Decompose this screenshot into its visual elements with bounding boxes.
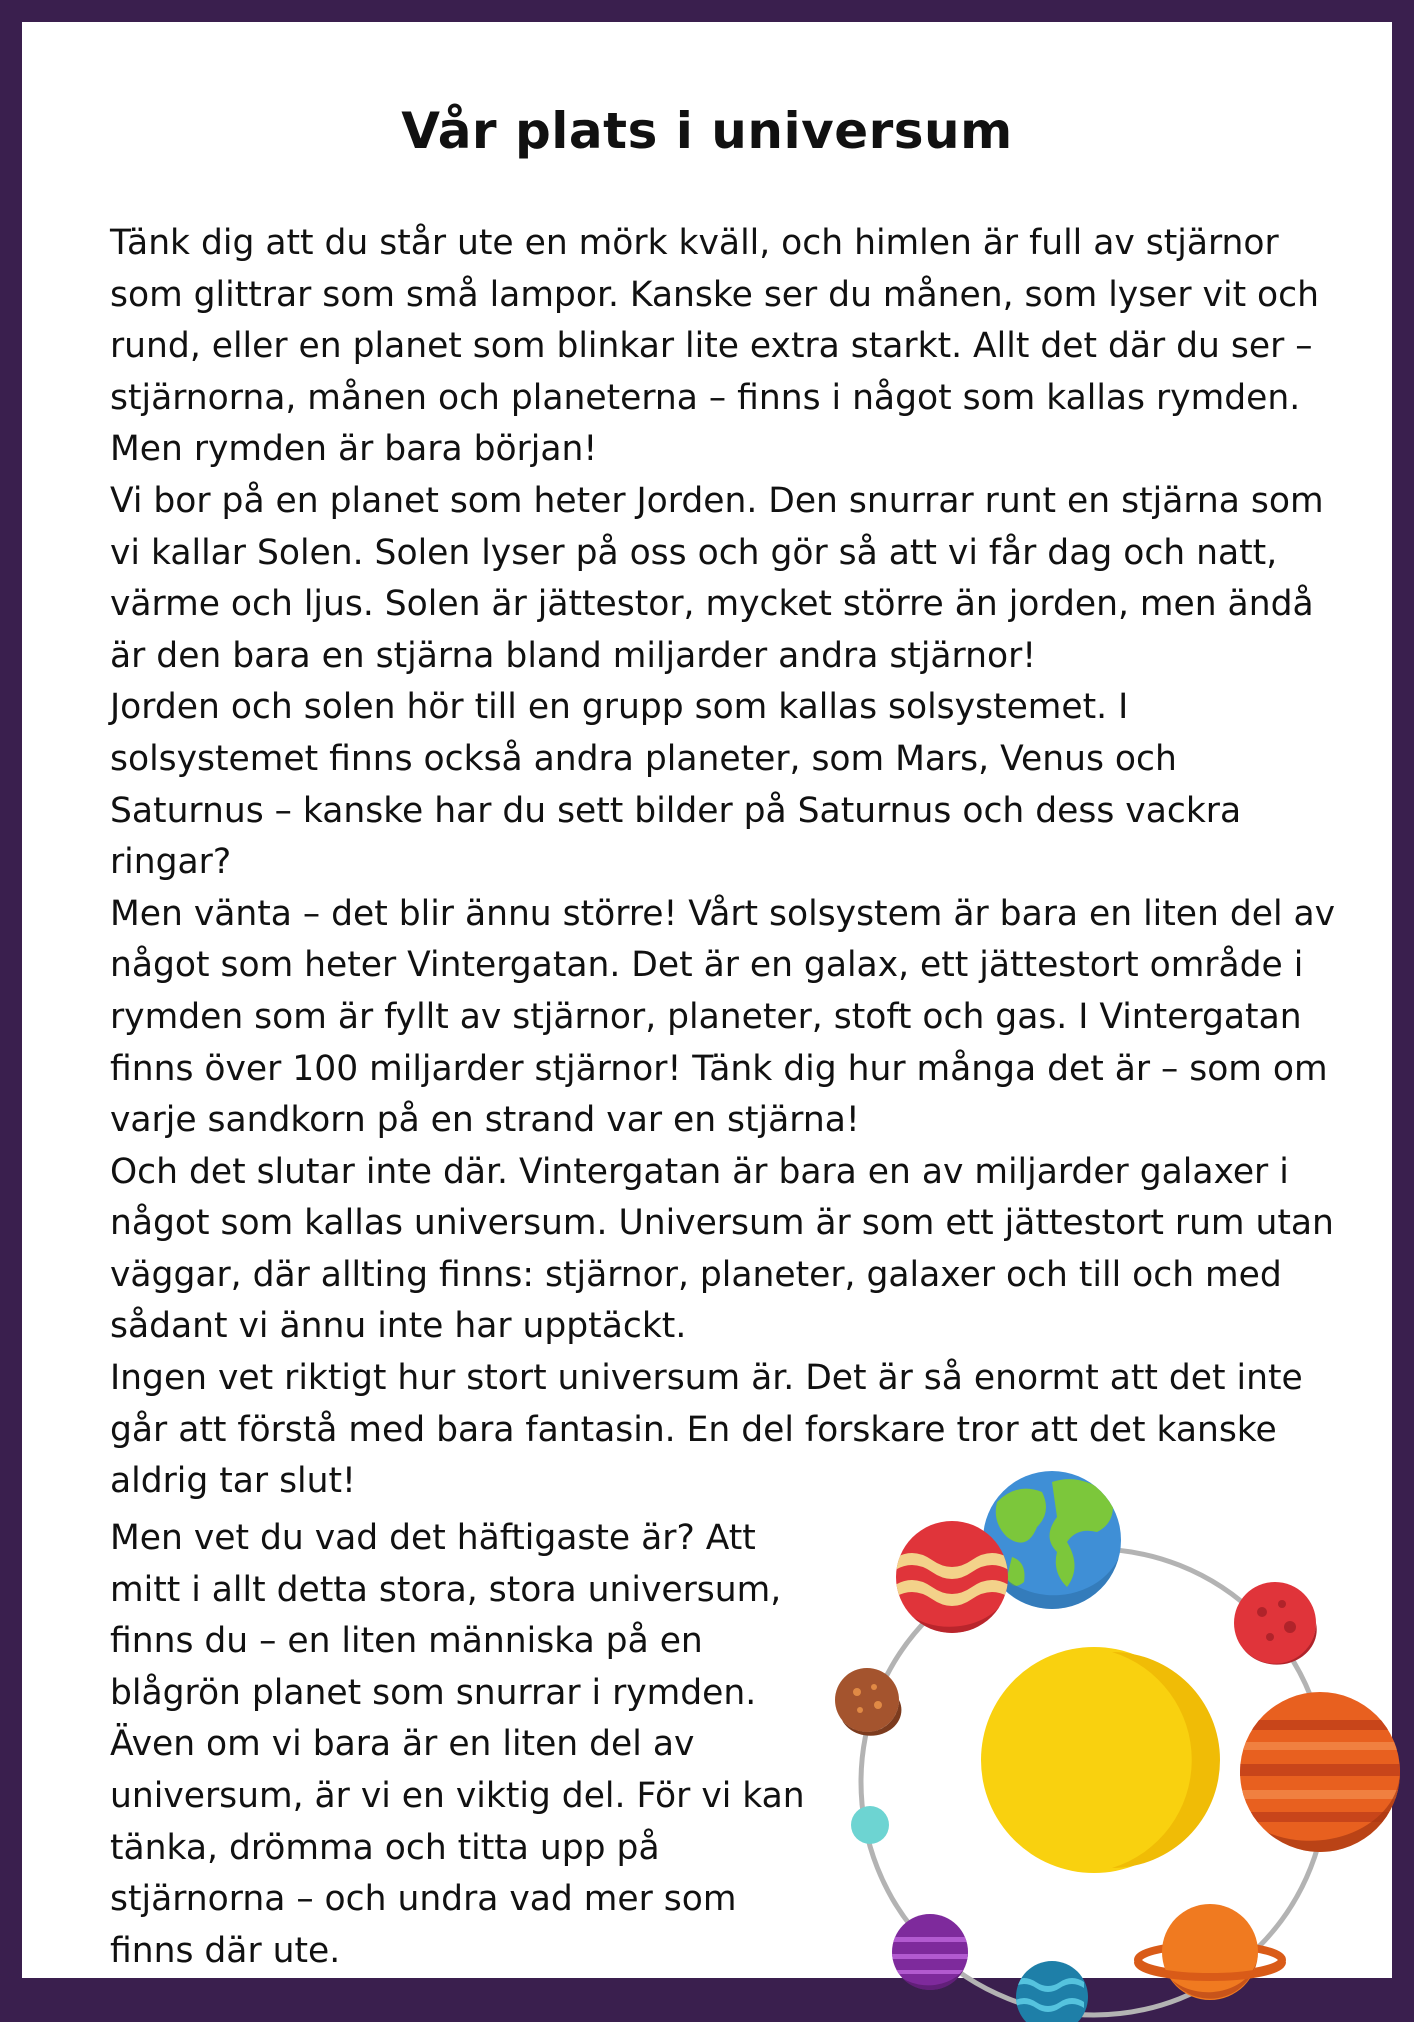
paragraph: Tänk dig att du står ute en mörk kväll, och himlen är full av stjärnor som glittrar som små lampor. Kanske ser du månen, som lyser vit och rund, eller en planet som blinkar lite extra starkt. Allt det där du ser – stjärnorna, månen och planeterna – finns i något som kallas rymden. Men rymden är bara början! — [110, 223, 1319, 470]
page-title: Vår plats i universum — [401, 102, 1013, 160]
closing-paragraph-block — [110, 1513, 830, 1977]
sun-icon — [981, 1647, 1220, 1873]
paragraph: Men vet du vad det häftigaste är? Att mitt i allt detta stora, stora universum, finns du – en liten människa på en blågrön planet som snurrar i rymden. Även om vi bara är en liten del av universum, är vi en viktig del. För vi kan tänka, drömma och titta upp på stjärnorna – och undra vad mer som finns där ute. — [110, 1518, 805, 1971]
paragraph: Vi bor på en planet som heter Jorden. Den snurrar runt en stjärna som vi kallar Solen. Solen lyser på oss och gör så att vi får dag och natt, värme och ljus. Solen är jättestor, mycket större än jorden, men ändå är den bara en stjärna bland miljarder andra stjärnor! — [110, 480, 1324, 676]
brown-planet-icon — [835, 1668, 901, 1736]
small-teal-planet-icon — [851, 1806, 889, 1844]
ringed-planet-icon — [1138, 1904, 1282, 2000]
orange-striped-planet-icon — [1232, 1692, 1412, 1855]
small-red-planet-icon — [1234, 1582, 1317, 1665]
blue-wavy-planet-icon — [1012, 1961, 1088, 2022]
document-page — [22, 22, 1392, 1978]
paragraph: Men vänta – det blir ännu större! Vårt solsystem är bara en liten del av något som heter Vintergatan. Det är en galax, ett jättestort område i rymden som är fyllt av stjärnor, planeter, stoft och gas. I Vintergatan finns över 100 miljarder stjärnor! Tänk dig hur många det är – som om varje sandkorn på en strand var en stjärna! — [110, 893, 1336, 1141]
solar-system-illustration — [812, 1442, 1412, 2022]
paragraph: Jorden och solen hör till en grupp som kallas solsystemet. I solsystemet finns också andra planeter, som Mars, Venus och Saturnus – kanske har du sett bilder på Saturnus och dess vackra ringar? — [110, 687, 1242, 883]
paragraph: Och det slutar inte där. Vintergatan är bara en av miljarder galaxer i något som kallas universum. Universum är som ett jättestort rum utan väggar, där allting finns: stjärnor, planeter, galaxer och till och med sådant vi ännu inte har upptäckt. — [110, 1151, 1334, 1347]
paragraph: Ingen vet riktigt hur stort universum är. Det är så enormt att det inte går att förstå med bara fantasin. En del forskare tror att det kanske aldrig tar slut! — [110, 1358, 1303, 1502]
red-striped-planet-icon — [892, 1521, 1012, 1653]
purple-planet-icon — [892, 1914, 968, 1990]
body-text — [110, 218, 1340, 1508]
